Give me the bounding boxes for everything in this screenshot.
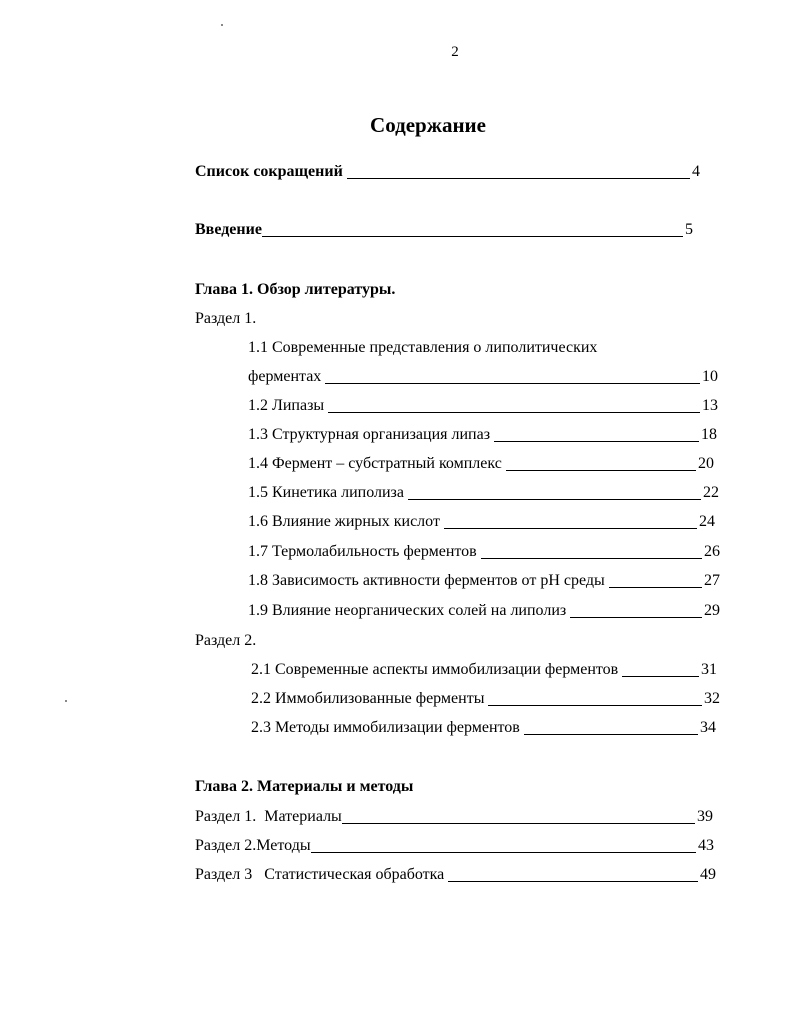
toc-leader-line <box>444 528 697 529</box>
toc-entry-label: 2.3 Методы иммобилизации ферментов <box>251 719 520 736</box>
toc-entry-1-5[interactable] <box>248 484 719 502</box>
toc-leader-line <box>328 412 700 413</box>
toc-leader-line <box>481 558 702 559</box>
toc-entry-page: 22 <box>703 484 719 501</box>
toc-entry-label: Список сокращений <box>195 163 343 180</box>
toc-entry-label: 1.9 Влияние неорганических солей на липолиз <box>248 602 567 619</box>
toc-leader-line <box>342 823 695 824</box>
toc-leader-line <box>347 178 690 179</box>
toc-entry-page: 18 <box>701 426 717 443</box>
toc-entry-label: Введение <box>195 221 262 238</box>
toc-entry-page: 49 <box>700 866 716 883</box>
toc-entry-label: 1.5 Кинетика липолиза <box>248 484 404 501</box>
toc-entry-page: 4 <box>692 163 700 180</box>
scan-speck <box>221 24 223 26</box>
toc-leader-line <box>494 441 699 442</box>
chapter-1-heading: Глава 1. Обзор литературы. <box>195 281 396 298</box>
toc-entry-intro[interactable] <box>195 221 693 239</box>
toc-entry-label: 2.2 Иммобилизованные ферменты <box>251 690 485 707</box>
toc-entry-statistics[interactable] <box>195 866 716 884</box>
toc-entry-page: 13 <box>702 397 718 414</box>
toc-entry-label: Раздел 3 Статистическая обработка <box>195 866 445 883</box>
toc-entry-page: 31 <box>701 661 717 678</box>
toc-entry-label: 1.3 Структурная организация липаз <box>248 426 491 443</box>
toc-entry-2-1[interactable] <box>251 661 717 679</box>
toc-entry-methods[interactable] <box>195 837 714 855</box>
section-2-heading: Раздел 2. <box>195 632 257 649</box>
toc-entry-1-1[interactable] <box>248 368 718 386</box>
toc-leader-line <box>311 852 696 853</box>
scan-speck <box>65 700 67 702</box>
toc-entry-page: 34 <box>700 719 716 736</box>
toc-entry-abbreviations[interactable] <box>195 163 700 181</box>
toc-entry-label: 1.4 Фермент – субстратный комплекс <box>248 455 502 472</box>
toc-entry-1-8[interactable] <box>248 572 720 590</box>
toc-entry-label: 1.6 Влияние жирных кислот <box>248 513 440 530</box>
toc-entry-page: 26 <box>704 543 720 560</box>
toc-entry-1-1-line1: 1.1 Современные представления о липолитических <box>248 339 598 356</box>
toc-entry-page: 32 <box>704 690 720 707</box>
toc-entry-1-9[interactable] <box>248 602 720 620</box>
toc-entry-page: 29 <box>704 602 720 619</box>
toc-leader-line <box>448 881 698 882</box>
toc-leader-line <box>609 587 702 588</box>
toc-entry-page: 10 <box>702 368 718 385</box>
toc-entry-2-3[interactable] <box>251 719 716 737</box>
toc-entry-page: 24 <box>699 513 715 530</box>
toc-leader-line <box>622 676 699 677</box>
page-number: 2 <box>451 44 459 60</box>
toc-entry-1-4[interactable] <box>248 455 714 473</box>
toc-entry-label: 1.8 Зависимость активности ферментов от pH среды <box>248 572 605 589</box>
toc-entry-1-6[interactable] <box>248 513 715 531</box>
toc-leader-line <box>262 236 683 237</box>
toc-leader-line <box>570 617 702 618</box>
toc-entry-page: 5 <box>685 221 693 238</box>
toc-leader-line <box>408 499 701 500</box>
toc-leader-line <box>325 383 700 384</box>
toc-leader-line <box>524 734 698 735</box>
toc-entry-page: 27 <box>704 572 720 589</box>
toc-entry-materials[interactable] <box>195 808 713 826</box>
toc-leader-line <box>506 470 696 471</box>
toc-entry-page: 43 <box>698 837 714 854</box>
toc-entry-label: 1.7 Термолабильность ферментов <box>248 543 477 560</box>
toc-leader-line <box>488 705 702 706</box>
chapter-2-heading: Глава 2. Материалы и методы <box>195 778 414 795</box>
toc-entry-label: 1.2 Липазы <box>248 397 325 414</box>
toc-entry-2-2[interactable] <box>251 690 720 708</box>
toc-entry-page: 20 <box>698 455 714 472</box>
section-1-heading: Раздел 1. <box>195 310 257 327</box>
toc-entry-label: Раздел 1. Материалы <box>195 808 342 825</box>
toc-entry-1-7[interactable] <box>248 543 720 561</box>
toc-entry-label: ферментах <box>248 368 322 385</box>
toc-entry-label: 2.1 Современные аспекты иммобилизации ферментов <box>251 661 619 678</box>
page-title: Содержание <box>370 113 486 137</box>
toc-entry-1-3[interactable] <box>248 426 717 444</box>
toc-entry-label: Раздел 2.Методы <box>195 837 311 854</box>
toc-entry-page: 39 <box>697 808 713 825</box>
toc-entry-1-2[interactable] <box>248 397 718 415</box>
